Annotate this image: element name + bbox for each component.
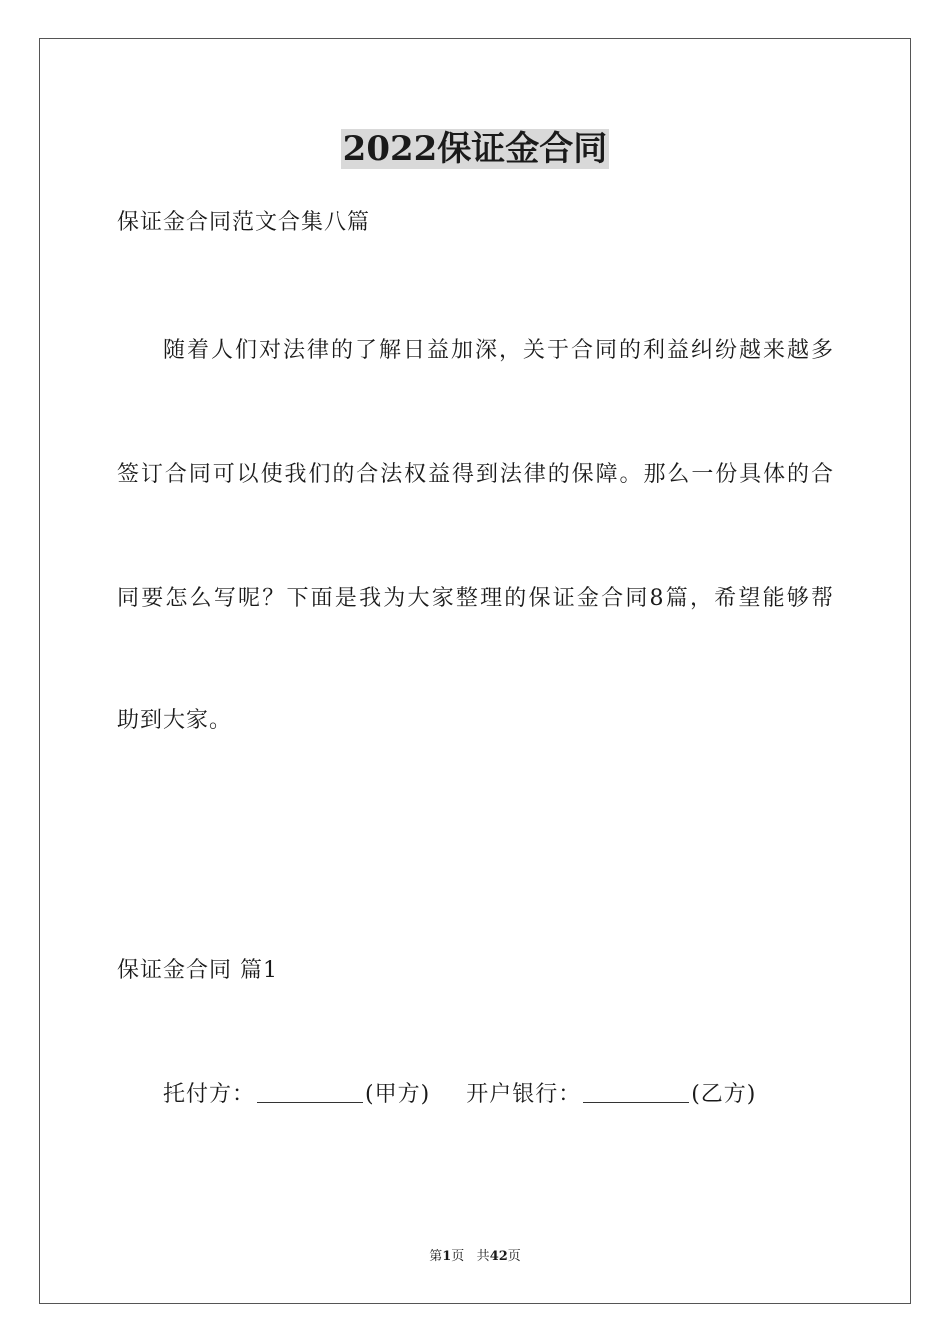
form-line — [163, 1080, 756, 1110]
intro-line-3: 同要怎么写呢？下面是我为大家整理的保证金合同8篇，希望能够帮 — [117, 586, 833, 611]
payer-blank — [257, 1080, 363, 1103]
intro-line-4: 助到大家。 — [117, 708, 233, 733]
section-heading: 保证金合同 篇1 — [117, 958, 278, 983]
footer-page-prefix: 第 — [429, 1249, 443, 1264]
payer-label: 托付方： — [163, 1082, 256, 1107]
footer-total-suffix: 页 — [507, 1249, 521, 1264]
bank-party: (乙方) — [691, 1082, 757, 1107]
footer-total-prefix: 共 — [476, 1249, 490, 1264]
intro-line-2: 签订合同可以使我们的合法权益得到法律的保障。那么一份具体的合 — [117, 462, 833, 487]
footer-page-number: 1 — [442, 1249, 452, 1264]
bank-blank — [583, 1080, 689, 1103]
footer-total-number: 42 — [489, 1249, 508, 1264]
bank-label: 开户银行： — [466, 1082, 582, 1107]
document-title-text: 2022保证金合同 — [342, 129, 608, 169]
document-subtitle: 保证金合同范文合集八篇 — [117, 210, 371, 235]
payer-party: (甲方) — [365, 1082, 431, 1107]
page-footer — [0, 1248, 950, 1266]
intro-line-1: 随着人们对法律的了解日益加深，关于合同的利益纠纷越来越多 — [163, 338, 833, 363]
document-title — [0, 126, 950, 172]
footer-page-suffix: 页 — [451, 1249, 465, 1264]
